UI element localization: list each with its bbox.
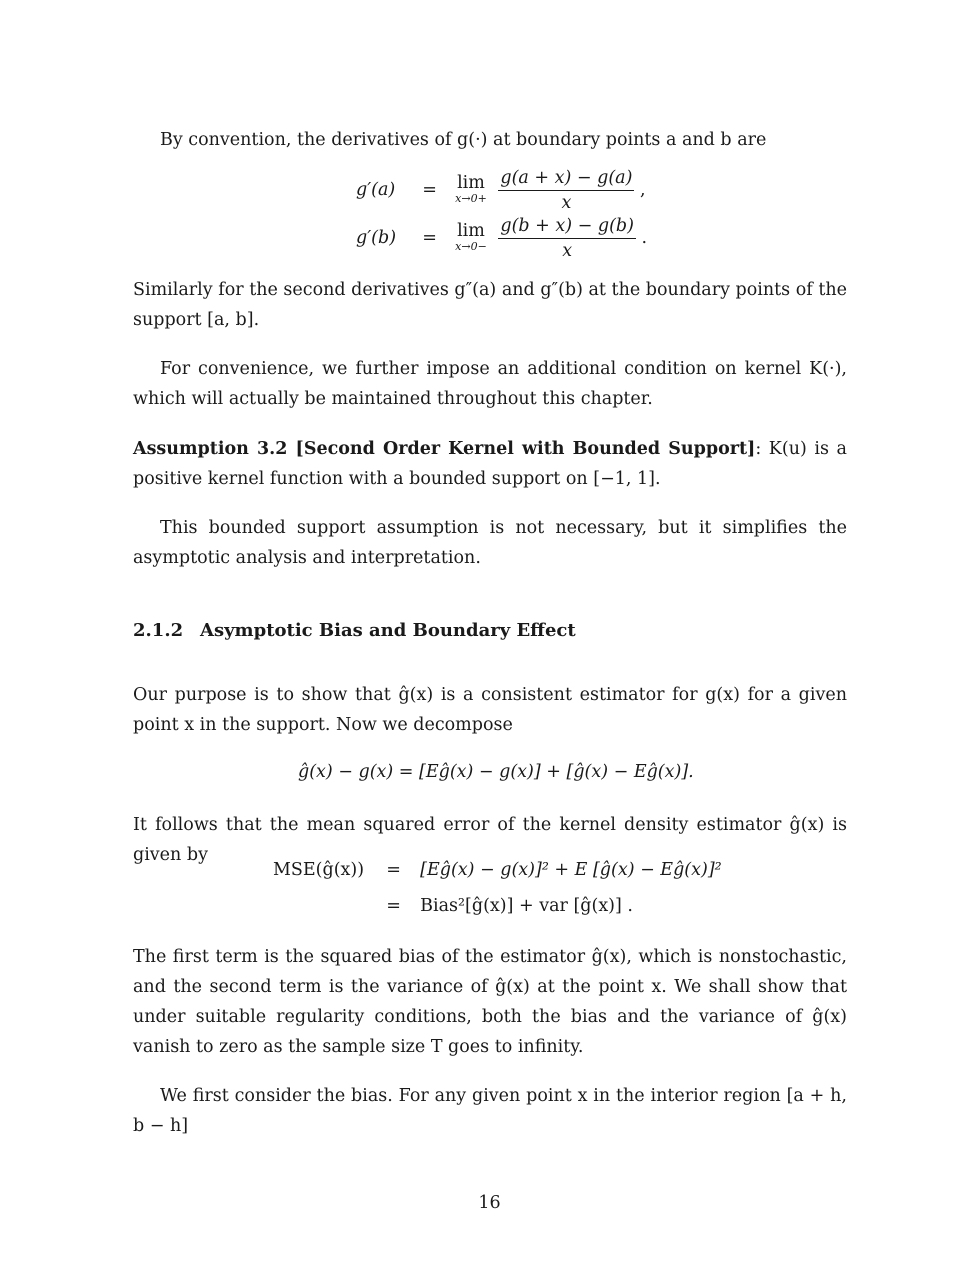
paragraph-mse-intro: It follows that the mean squared error of the kernel density estimator ĝ(x) is given by — [133, 815, 847, 865]
eq1-row2-limsub: x→0− — [455, 239, 487, 253]
eq1-row1-fraction — [498, 168, 634, 213]
eq1-row1-limit — [455, 172, 487, 207]
eq1-row2-fraction — [498, 216, 636, 261]
section-number: 2.1.2 — [133, 620, 184, 641]
eq3-row2-rhs: Bias²[ĝ(x)] + var [ĝ(x)] . — [420, 896, 633, 916]
eq1-row2-rel: = — [422, 228, 437, 248]
eq1-row1-rel: = — [422, 180, 437, 200]
eq3-row1-rhs: [Eĝ(x) − g(x)]² + E [ĝ(x) − Eĝ(x)]² — [420, 860, 722, 880]
assumption-text: : K(u) is a positive kernel function with a bounded support on [−1, 1]. — [133, 439, 847, 489]
paragraph-bounded-support: This bounded support assumption is not necessary, but it simplifies the asymptotic analysis and interpretation. — [133, 518, 847, 568]
paragraph-purpose: Our purpose is to show that ĝ(x) is a consistent estimator for g(x) for a given point x in the support. Now we decompose — [133, 685, 847, 735]
eq3-row1-rel: = — [386, 860, 401, 880]
eq1-row1-denominator: x — [561, 193, 572, 213]
paragraph-convenience: For convenience, we further impose an additional condition on kernel K(·), which will actually be maintained throughout this chapter. — [133, 359, 847, 409]
eq1-row2-lhs: g′(b) — [356, 228, 397, 248]
assumption-3-2 — [133, 434, 847, 494]
eq1-row1-lhs: g′(a) — [356, 180, 396, 200]
paragraph-second-derivatives: Similarly for the second derivatives g″(a) and g″(b) at the boundary points of the support [a, b]. — [133, 280, 847, 330]
eq1-row1-limsub: x→0+ — [455, 191, 487, 205]
section-title: Asymptotic Bias and Boundary Effect — [200, 620, 576, 641]
eq1-row2-numerator: g(b + x) − g(b) — [498, 216, 636, 239]
equation-derivative-b — [356, 216, 647, 261]
eq1-row2-lim: lim — [457, 220, 485, 241]
eq3-lhs: MSE(ĝ(x)) — [273, 860, 365, 880]
equation-mse-row2 — [273, 896, 633, 916]
eq3-row2-rel: = — [386, 896, 401, 916]
section-heading — [133, 620, 576, 641]
equation-mse-row1 — [273, 860, 722, 880]
paragraph-boundary-convention: By convention, the derivatives of g(·) at boundary points a and b are — [160, 130, 767, 150]
assumption-label: Assumption 3.2 [Second Order Kernel with Bounded Support] — [133, 439, 756, 459]
eq1-row2-limit — [455, 220, 487, 255]
eq1-row1-numerator: g(a + x) − g(a) — [498, 168, 634, 191]
eq1-row2-denominator: x — [562, 241, 573, 261]
eq1-row2-trail: . — [641, 228, 648, 248]
equation-decomposition: ĝ(x) − g(x) = [Eĝ(x) − g(x)] + [ĝ(x) − Eĝ(x)]. — [298, 762, 694, 782]
eq1-row1-trail: , — [639, 180, 646, 200]
equation-derivative-a — [356, 168, 646, 213]
paragraph-consider-bias: We first consider the bias. For any given point x in the interior region [a + h, b − h] — [133, 1086, 847, 1136]
eq1-row1-lim: lim — [457, 172, 485, 193]
paragraph-bias-variance: The first term is the squared bias of the estimator ĝ(x), which is nonstochastic, and the second term is the variance of ĝ(x) at the point x. We shall show that under suitable regularity conditions, both the bias and the variance of ĝ(x) vanish to zero as the sample size T goes to infinity. — [133, 947, 847, 1057]
page-number: 16 — [478, 1193, 501, 1213]
